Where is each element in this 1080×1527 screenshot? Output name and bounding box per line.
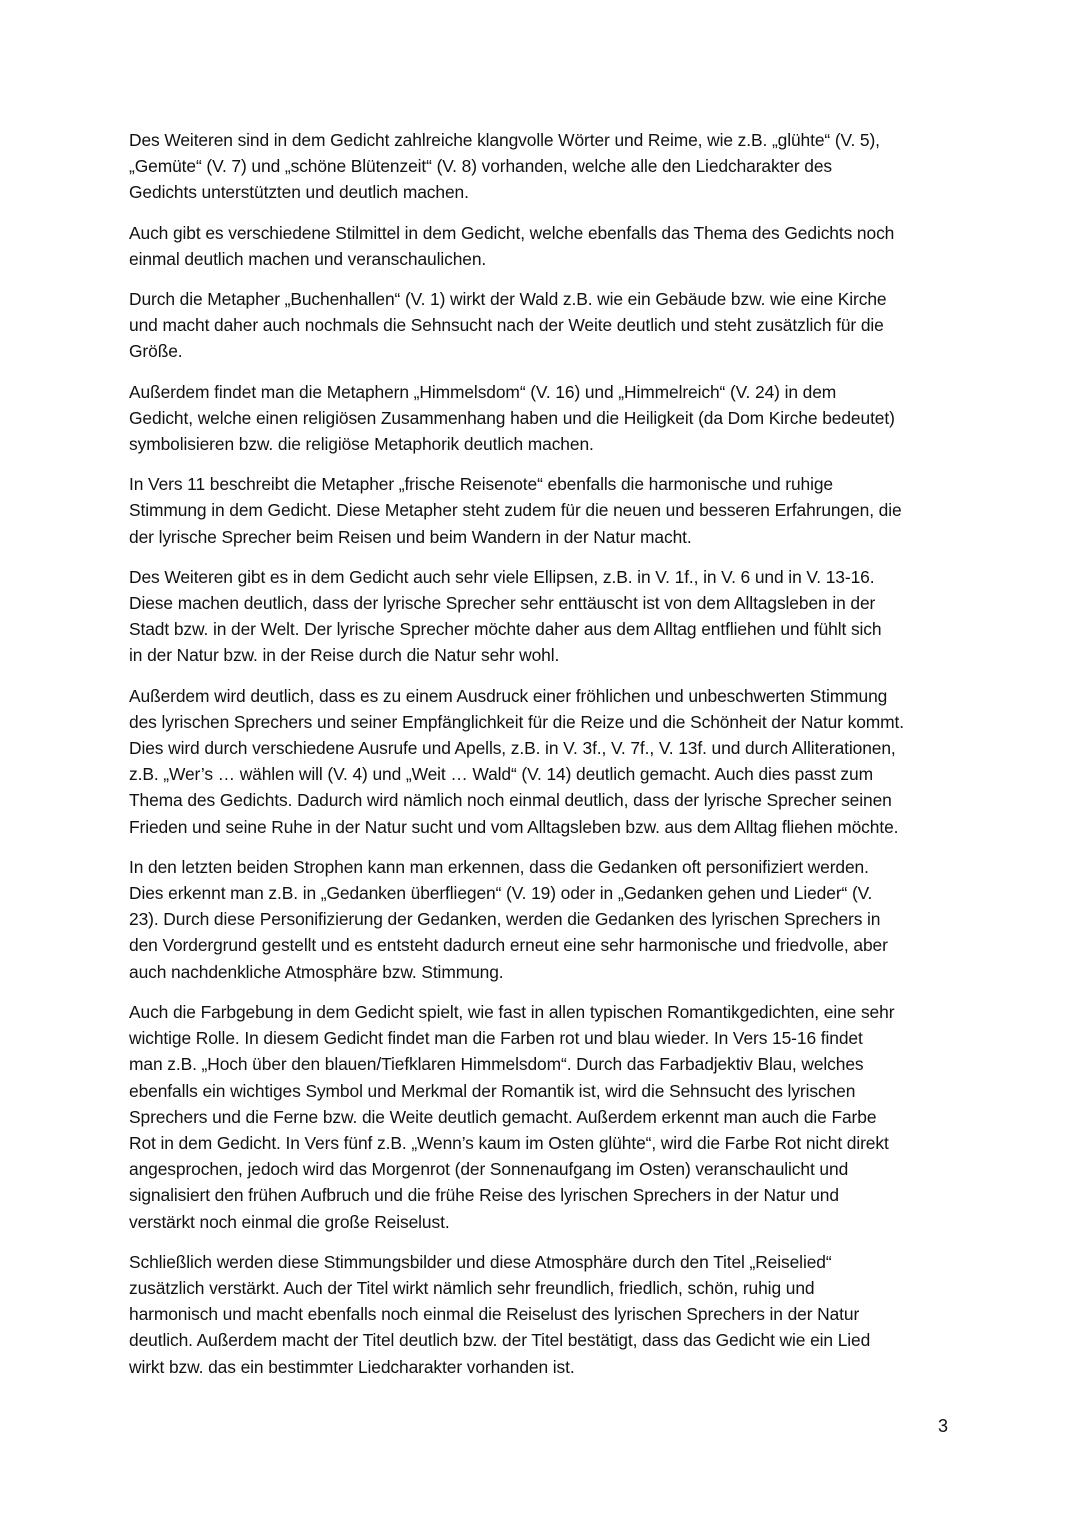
text-line: Dies wird durch verschiedene Ausrufe und Apells, z.B. in V. 3f., V. 7f., V. 13f. und durch Alliterationen, [129, 738, 896, 759]
paragraph [129, 220, 955, 272]
text-line: 23). Durch diese Personifizierung der Gedanken, werden die Gedanken des lyrischen Sprechers in [129, 909, 881, 930]
text-line: in der Natur bzw. in der Reise durch die Natur sehr wohl. [129, 645, 560, 666]
text-line: Größe. [129, 341, 183, 362]
text-line: Auch gibt es verschiedene Stilmittel in dem Gedicht, welche ebenfalls das Thema des Gedichts noch [129, 222, 895, 243]
text-line: Rot in dem Gedicht. In Vers fünf z.B. „Wenn’s kaum im Osten glühte“, wird die Farbe Rot nicht direkt [129, 1132, 889, 1153]
paragraph [129, 999, 955, 1235]
text-line: Außerdem wird deutlich, dass es zu einem Ausdruck einer fröhlichen und unbeschwerten Stimmung [129, 685, 888, 706]
text-line: Außerdem findet man die Metaphern „Himmelsdom“ (V. 16) und „Himmelreich“ (V. 24) in dem [129, 381, 837, 402]
paragraph [129, 854, 955, 985]
text-line: Frieden und seine Ruhe in der Natur sucht und vom Alltagsleben bzw. aus dem Alltag fliehen möchte. [129, 816, 899, 837]
text-line: wichtige Rolle. In diesem Gedicht findet man die Farben rot und blau wieder. In Vers 15-16 findet [129, 1028, 863, 1049]
text-line: Des Weiteren sind in dem Gedicht zahlreiche klangvolle Wörter und Reime, wie z.B. „glühte“ (V. 5), [129, 130, 880, 150]
paragraph [129, 286, 955, 365]
text-line: z.B. „Wer’s … wählen will (V. 4) und „Weit … Wald“ (V. 14) deutlich gemacht. Auch dies passt zum [129, 764, 873, 785]
text-line: Durch die Metapher „Buchenhallen“ (V. 1) wirkt der Wald z.B. wie ein Gebäude bzw. wie eine Kirche [129, 289, 887, 310]
text-line: Stadt bzw. in der Welt. Der lyrische Sprecher möchte daher aus dem Alltag entfliehen und fühlt sich [129, 619, 882, 640]
text-line: angesprochen, jedoch wird das Morgenrot (der Sonnenaufgang im Osten) veranschaulicht und [129, 1159, 849, 1180]
text-line: wirkt bzw. das ein bestimmter Liedcharakter vorhanden ist. [129, 1356, 575, 1377]
text-line: Thema des Gedichts. Dadurch wird nämlich noch einmal deutlich, dass der lyrische Sprecher seinen [129, 790, 892, 811]
text-line: deutlich. Außerdem macht der Titel deutlich bzw. der Titel bestätigt, dass das Gedicht wie ein Lied [129, 1330, 871, 1351]
text-line: „Gemüte“ (V. 7) und „schöne Blütenzeit“ (V. 8) vorhanden, welche alle den Liedcharakter des [129, 156, 833, 177]
text-line: Gedicht, welche einen religiösen Zusammenhang haben und die Heiligkeit (da Dom Kirche bedeutet) [129, 407, 895, 428]
text-line: ebenfalls ein wichtiges Symbol und Merkmal der Romantik ist, wird die Sehnsucht des lyrischen [129, 1080, 856, 1101]
text-line: Stimmung in dem Gedicht. Diese Metapher steht zudem für die neuen und besseren Erfahrungen, die [129, 500, 902, 521]
text-line: Auch die Farbgebung in dem Gedicht spielt, wie fast in allen typischen Romantikgedichten, eine sehr [129, 1001, 895, 1022]
text-line: Gedichts unterstützten und deutlich machen. [129, 182, 469, 203]
text-line: Schließlich werden diese Stimmungsbilder und diese Atmosphäre durch den Titel „Reiselied“ [129, 1251, 832, 1272]
text-line: zusätzlich verstärkt. Auch der Titel wirkt nämlich sehr freundlich, friedlich, schön, ruhig und [129, 1277, 815, 1298]
paragraph [129, 1249, 955, 1380]
text-line: der lyrische Sprecher beim Reisen und beim Wandern in der Natur macht. [129, 526, 692, 547]
paragraph [129, 379, 955, 458]
text-line: harmonisch und macht ebenfalls noch einmal die Reiselust des lyrischen Sprechers in der Natur [129, 1304, 860, 1325]
text-line: symbolisieren bzw. die religiöse Metaphorik deutlich machen. [129, 434, 594, 455]
text-line: Sprechers und die Ferne bzw. die Weite deutlich gemacht. Außerdem erkennt man auch die Farbe [129, 1106, 877, 1127]
paragraph [129, 683, 955, 840]
text-line: verstärkt noch einmal die große Reiselust. [129, 1211, 450, 1232]
text-line: und macht daher auch nochmals die Sehnsucht nach der Weite deutlich und steht zusätzlich für die [129, 315, 884, 336]
text-line: signalisiert den frühen Aufbruch und die frühe Reise des lyrischen Sprechers in der Natur und [129, 1185, 839, 1206]
page-number: 3 [938, 1416, 949, 1436]
text-line: einmal deutlich machen und veranschaulichen. [129, 248, 487, 269]
text-line: Des Weiteren gibt es in dem Gedicht auch sehr viele Ellipsen, z.B. in V. 1f., in V. 6 und in V. 13-16. [129, 566, 875, 587]
text-line: des lyrischen Sprechers und seiner Empfänglichkeit für die Reize und die Schönheit der Natur kommt. [129, 711, 905, 732]
paragraph [129, 127, 955, 206]
document-body [129, 127, 955, 1394]
text-line: den Vordergrund gestellt und es entsteht dadurch erneut eine sehr harmonische und friedvolle, aber [129, 935, 888, 956]
text-line: In den letzten beiden Strophen kann man erkennen, dass die Gedanken oft personifiziert werden. [129, 856, 869, 877]
text-line: In Vers 11 beschreibt die Metapher „frische Reisenote“ ebenfalls die harmonische und ruhige [129, 474, 834, 495]
text-line: auch nachdenkliche Atmosphäre bzw. Stimmung. [129, 961, 504, 982]
text-line: Dies erkennt man z.B. in „Gedanken überfliegen“ (V. 19) oder in „Gedanken gehen und Lieder“ (V. [129, 883, 873, 904]
paragraph [129, 471, 955, 550]
text-line: Diese machen deutlich, dass der lyrische Sprecher sehr enttäuscht ist von dem Alltagsleben in der [129, 593, 876, 614]
paragraph [129, 564, 955, 669]
text-line: man z.B. „Hoch über den blauen/Tiefklaren Himmelsdom“. Durch das Farbadjektiv Blau, welches [129, 1054, 864, 1075]
